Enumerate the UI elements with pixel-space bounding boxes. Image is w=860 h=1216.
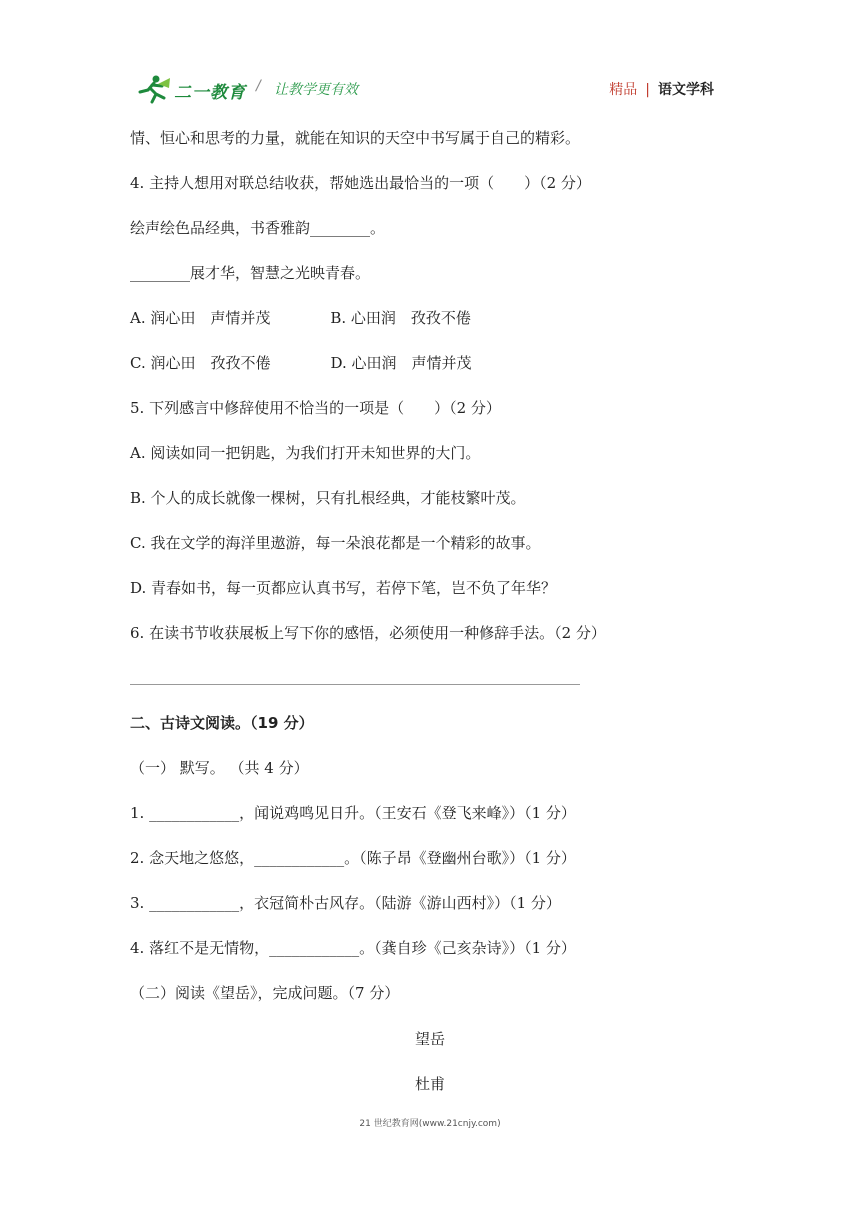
subject-tag (609, 79, 714, 99)
tag-separator: | (645, 82, 650, 98)
page-footer: 21 世纪教育网(www.21cnjy.com) (359, 1119, 501, 1129)
answer-line (130, 684, 580, 685)
brand-name: 二一教育 (174, 83, 246, 103)
part-2-heading: （二）阅读《望岳》，完成问题。（7 分） (130, 984, 400, 1002)
option-c: C. 我在文学的海洋里遨游，每一朵浪花都是一个精彩的故事。 (130, 534, 541, 552)
couplet-line-1: 绘声绘色品经典，书香雅韵________。 (130, 219, 386, 237)
header-slash: / (256, 78, 261, 94)
dictation-item-1: 1. ____________，闻说鸡鸣见日升。（王安石《登飞来峰》）（1 分） (130, 804, 576, 822)
runner-logo-icon (136, 74, 172, 104)
text-line: 情、恒心和思考的力量，就能在知识的天空中书写属于自己的精彩。 (130, 129, 581, 147)
poem-author: 杜甫 (414, 1075, 445, 1093)
question-6: 6. 在读书节收获展板上写下你的感悟，必须使用一种修辞手法。（2 分） (130, 624, 606, 642)
dictation-item-4: 4. 落红不是无情物，____________。（龚自珍《己亥杂诗》）（1 分） (130, 939, 576, 957)
part-1-heading: （一） 默写。 （共 4 分） (130, 759, 309, 777)
option-d: D. 青春如书，每一页都应认真书写，若停下笔，岂不负了年华？ (130, 579, 557, 597)
quality-label: 精品 (609, 82, 638, 98)
option-b: B. 个人的成长就像一棵树，只有扎根经典，才能枝繁叶茂。 (130, 489, 526, 507)
option-row-cd: C. 润心田 孜孜不倦 D. 心田润 声情并茂 (130, 354, 472, 372)
poem-title: 望岳 (414, 1030, 445, 1048)
option-row-ab: A. 润心田 声情并茂 B. 心田润 孜孜不倦 (130, 309, 471, 327)
question-5: 5. 下列感言中修辞使用不恰当的一项是（ ）（2 分） (130, 399, 501, 417)
question-4: 4. 主持人想用对联总结收获，帮她选出最恰当的一项（ ）（2 分） (130, 174, 591, 192)
dictation-item-2: 2. 念天地之悠悠，____________。（陈子昂《登幽州台歌》）（1 分） (130, 849, 576, 867)
section-title: 二、古诗文阅读。（19 分） (130, 714, 314, 732)
page-header (136, 70, 726, 106)
option-a: A. 阅读如同一把钥匙，为我们打开未知世界的大门。 (130, 444, 481, 462)
couplet-line-2: ________展才华，智慧之光映青春。 (130, 264, 371, 282)
subject-label: 语文学科 (658, 82, 714, 98)
dictation-item-3: 3. ____________，衣冠简朴古风存。（陆游《游山西村》）（1 分） (130, 894, 561, 912)
brand-slogan: 让教学更有效 (274, 82, 358, 98)
